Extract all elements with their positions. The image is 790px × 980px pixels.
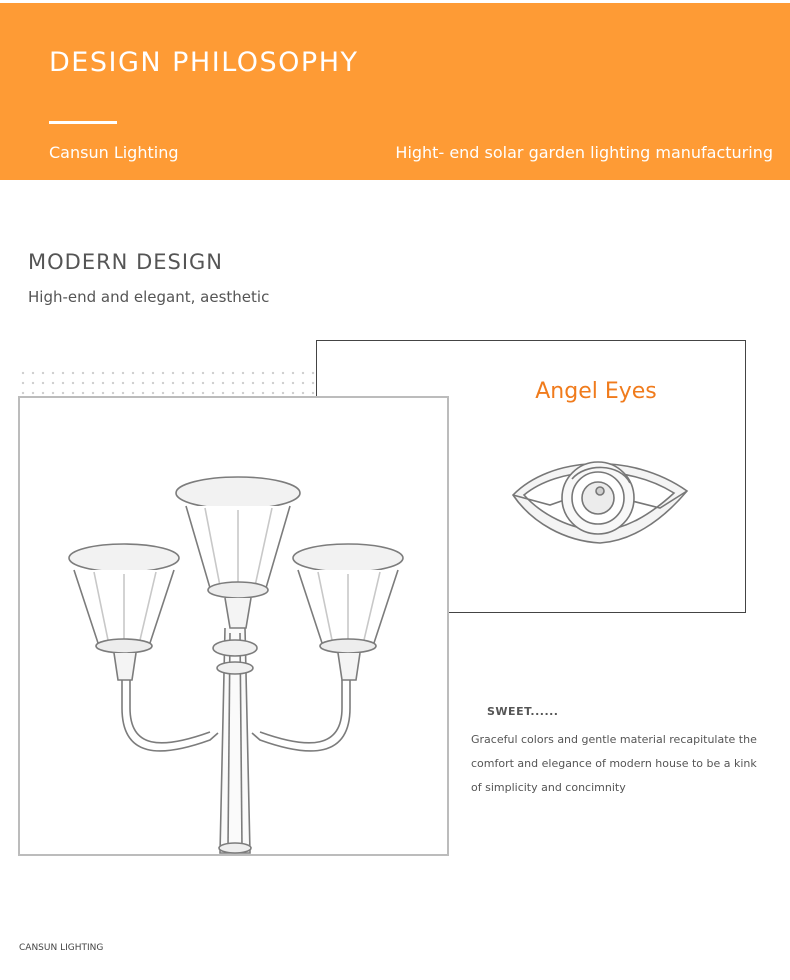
copy-line: of simplicity and concimnity — [471, 781, 626, 794]
banner-divider — [49, 121, 117, 124]
copy-heading: SWEET...... — [487, 705, 559, 718]
copy-body — [471, 728, 771, 800]
garden-lamp-image — [60, 458, 410, 858]
banner-title: DESIGN PHILOSOPHY — [49, 47, 359, 78]
header-banner — [0, 3, 790, 180]
detail-title: Angel Eyes — [535, 379, 657, 404]
copy-line: Graceful colors and gentle material recapitulate the — [471, 733, 757, 746]
angel-eye-image — [510, 453, 690, 545]
banner-tagline: Hight- end solar garden lighting manufacturing — [395, 143, 773, 162]
lamp-image-frame — [18, 396, 449, 856]
section-subtitle: High-end and elegant, aesthetic — [28, 288, 270, 306]
copy-line: comfort and elegance of modern house to be a kink — [471, 757, 757, 770]
section-title: MODERN DESIGN — [28, 250, 224, 274]
footer-brand: CANSUN LIGHTING — [19, 943, 104, 953]
banner-brand: Cansun Lighting — [49, 143, 179, 162]
